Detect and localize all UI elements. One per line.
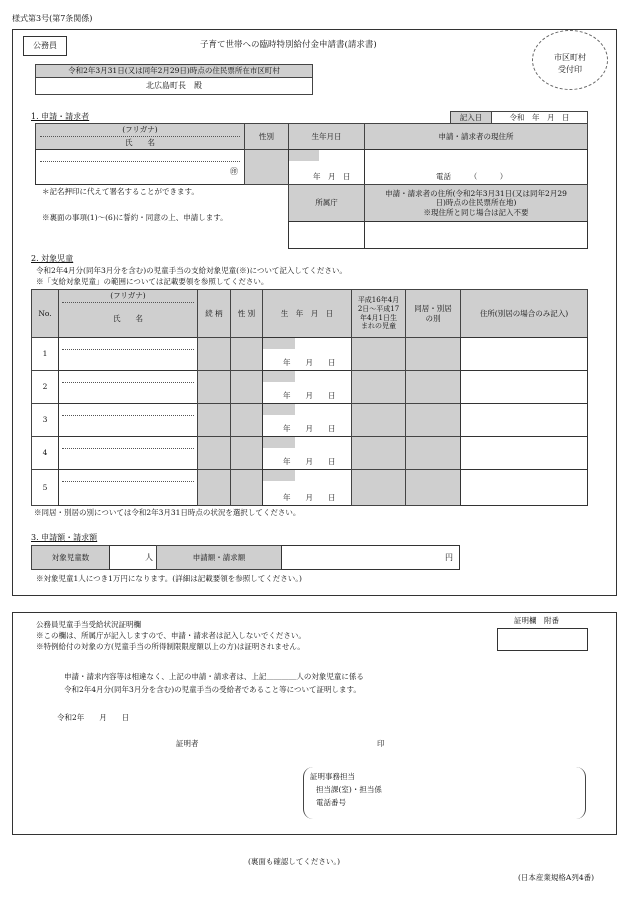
furigana-divider <box>40 136 240 137</box>
relation-field[interactable] <box>197 370 231 404</box>
child-name-field[interactable] <box>58 436 198 470</box>
cohabit-field[interactable] <box>405 337 461 371</box>
era-shade <box>263 437 295 448</box>
row-no: 4 <box>31 436 59 470</box>
row-divider <box>62 349 194 350</box>
residence-note <box>364 184 588 222</box>
certificate-number-label: 証明欄 附番 <box>514 616 559 625</box>
col-born <box>351 289 406 338</box>
cohabit-field[interactable] <box>405 469 461 506</box>
name-field-divider <box>40 161 240 162</box>
cohabit-field[interactable] <box>405 403 461 437</box>
residence-caption: 令和2年3月31日(又は同年2月29日)時点の住民票所在市区町村 <box>35 64 313 78</box>
certificate-number-field[interactable] <box>497 628 588 651</box>
ymd-label: 年 月 日 <box>283 358 336 367</box>
cohabit-field[interactable] <box>405 436 461 470</box>
child-name-field[interactable] <box>58 337 198 371</box>
address-header: 申請・請求者の現住所 <box>364 123 588 150</box>
child-count-unit: 人 <box>145 553 153 562</box>
section2-heading: 2. 対象児童 <box>31 254 74 263</box>
residence-note-1: 申請・請求者の住所(令和2年3月31日(又は同年2月29 <box>385 188 567 198</box>
gender-field[interactable] <box>230 403 263 437</box>
certifier-seal: 印 <box>377 739 385 748</box>
stamp-line-1: 市区町村 <box>554 53 586 62</box>
col-dob: 生 年 月 日 <box>262 289 352 338</box>
era-shade <box>263 338 295 349</box>
applicant-name-field[interactable] <box>35 149 245 185</box>
amount-field[interactable] <box>281 545 460 570</box>
gender-field[interactable] <box>230 337 263 371</box>
residence-note-3: ※現住所と同じ場合は記入不要 <box>423 207 529 217</box>
col-name-divider <box>62 302 194 303</box>
certificate-title: 公務員児童手当受給状況証明欄 <box>36 620 141 629</box>
furigana-label: (フリガナ) <box>122 125 158 134</box>
form-title: 子育て世帯への臨時特別給付金申請書(請求書) <box>200 40 377 50</box>
row-divider <box>62 448 194 449</box>
col-name-label: 氏 名 <box>113 314 143 323</box>
seal-mark: ㊞ <box>230 167 238 176</box>
amount-unit: 円 <box>445 553 453 562</box>
name-label: 氏 名 <box>125 138 155 147</box>
stamp-line-2: 受付印 <box>558 65 582 74</box>
children-note-1: 令和2年4月分(同年3月分を含む)の児童手当の支給対象児童(※)について記入してください。 <box>36 266 347 275</box>
col-born-3: 年4月1日生 <box>360 313 397 322</box>
row-divider <box>62 481 194 482</box>
office-field[interactable] <box>288 221 365 249</box>
col-relation: 続 柄 <box>197 289 231 338</box>
section1-heading: 1. 申請・請求者 <box>31 112 90 121</box>
col-cohabit-2: の別 <box>425 313 441 323</box>
ymd-label: 年 月 日 <box>283 457 336 466</box>
col-gender: 性 別 <box>230 289 263 338</box>
contact-phone[interactable]: 電話番号 <box>316 798 346 807</box>
entry-date-field[interactable]: 令和 年 月 日 <box>491 111 588 124</box>
contact-title: 証明事務担当 <box>310 772 355 781</box>
child-address-field[interactable] <box>460 337 588 371</box>
amount-note: ※対象児童1人につき1万円になります。(詳細は記載要領を参照してください。) <box>36 574 302 583</box>
certificate-date[interactable]: 令和2年 月 日 <box>57 713 130 722</box>
gender-field[interactable] <box>230 469 263 506</box>
consent-note: ※裏面の事項(1)～(6)に誓約・同意の上、申請します。 <box>42 213 228 222</box>
gender-header: 性別 <box>244 123 289 150</box>
col-no: No. <box>31 289 59 338</box>
gender-field[interactable] <box>244 149 289 185</box>
certificate-note-1: ※この欄は、所属庁が記入しますので、申請・請求者は記入しないでください。 <box>36 631 306 640</box>
col-cohabit <box>405 289 461 338</box>
relation-field[interactable] <box>197 403 231 437</box>
child-name-field[interactable] <box>58 469 198 506</box>
born-field[interactable] <box>351 403 406 437</box>
form-label: 様式第3号(第7条関係) <box>12 14 93 23</box>
residence-field[interactable] <box>364 221 588 249</box>
certificate-body-1: 申請・請求内容等は相違なく、上記の申請・請求者は、上記＿＿＿＿人の対象児童に係る <box>64 672 364 681</box>
relation-field[interactable] <box>197 469 231 506</box>
col-cohabit-1: 同居・別居 <box>414 304 452 314</box>
gender-field[interactable] <box>230 436 263 470</box>
official-box <box>23 36 67 56</box>
cohabit-field[interactable] <box>405 370 461 404</box>
certificate-note-2: ※特例給付の対象の方(児童手当の所得制限限度額以上の方)は証明されません。 <box>36 642 305 651</box>
paper-size: (日本産業規格A列4番) <box>518 873 595 882</box>
child-address-field[interactable] <box>460 403 588 437</box>
row-no: 5 <box>31 469 59 506</box>
era-shade <box>263 470 295 481</box>
section3-heading: 3. 申請額・請求額 <box>31 533 98 542</box>
cohabit-footnote: ※同居・別居の別については令和2年3月31日時点の状況を選択してください。 <box>34 508 301 517</box>
born-field[interactable] <box>351 469 406 506</box>
col-address: 住所(別居の場合のみ記入) <box>460 289 588 338</box>
contact-dept[interactable]: 担当課(室)・担当係 <box>316 785 382 794</box>
relation-field[interactable] <box>197 337 231 371</box>
seal-note: ＊記名押印に代えて署名することができます。 <box>42 187 199 196</box>
amount-label: 申請額・請求額 <box>156 545 282 570</box>
child-name-field[interactable] <box>58 403 198 437</box>
phone-label: 電話 （ ） <box>436 172 508 181</box>
row-divider <box>62 415 194 416</box>
col-born-2: 2日～平成17 <box>357 304 400 313</box>
official-label: 公務員 <box>33 41 57 50</box>
relation-field[interactable] <box>197 436 231 470</box>
children-note-2: ※「支給対象児童」の範囲については記載要領を参照してください。 <box>36 277 269 286</box>
office-label: 所属庁 <box>288 184 365 222</box>
child-address-field[interactable] <box>460 469 588 506</box>
ymd-label: 年 月 日 <box>283 391 336 400</box>
col-born-4: まれの児童 <box>361 322 396 331</box>
born-field[interactable] <box>351 370 406 404</box>
dob-ymd: 年 月 日 <box>313 172 351 181</box>
child-address-field[interactable] <box>460 436 588 470</box>
gender-field[interactable] <box>230 370 263 404</box>
dob-header: 生年月日 <box>288 123 365 150</box>
born-field[interactable] <box>351 436 406 470</box>
ymd-label: 年 月 日 <box>283 493 336 502</box>
col-furigana: (フリガナ) <box>110 291 146 300</box>
era-shade <box>263 404 295 415</box>
mayor-addressee[interactable]: 北広島町長 殿 <box>35 77 313 95</box>
row-divider <box>62 382 194 383</box>
back-note: (裏面も確認してください。) <box>248 857 341 866</box>
child-count-label: 対象児童数 <box>31 545 110 570</box>
row-no: 1 <box>31 337 59 371</box>
row-no: 3 <box>31 403 59 437</box>
certifier-label: 証明者 <box>176 739 199 748</box>
era-shade <box>263 371 295 382</box>
era-shade <box>289 150 319 161</box>
child-address-field[interactable] <box>460 370 588 404</box>
entry-date-label: 記入日 <box>450 111 492 124</box>
row-no: 2 <box>31 370 59 404</box>
residence-note-2: 日)時点の住民票所在地) <box>435 198 517 208</box>
certificate-body-2: 令和2年4月分(同年3月分を含む)の児童手当の受給者であること等について証明します。 <box>64 685 361 694</box>
ymd-label: 年 月 日 <box>283 424 336 433</box>
child-name-field[interactable] <box>58 370 198 404</box>
col-born-1: 平成16年4月 <box>357 296 400 304</box>
born-field[interactable] <box>351 337 406 371</box>
